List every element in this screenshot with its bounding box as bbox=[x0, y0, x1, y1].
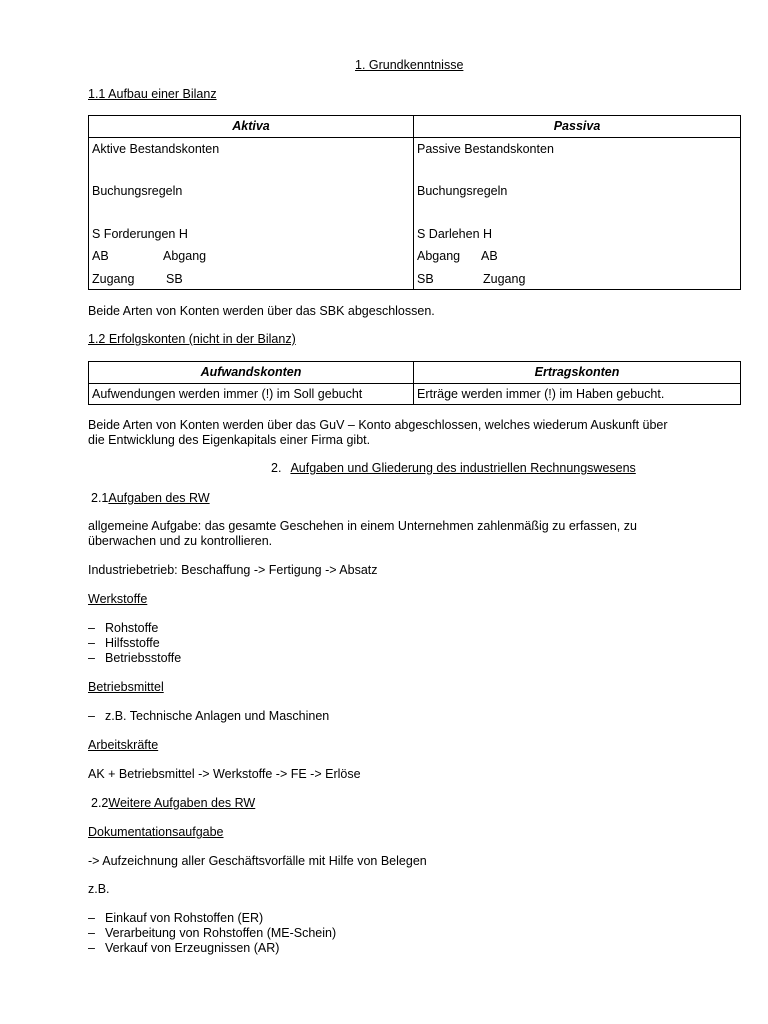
general-task-line-2: überwachen und zu kontrollieren. bbox=[88, 534, 273, 548]
werkstoffe-title: Werkstoffe bbox=[88, 592, 148, 606]
heading-weitere-aufgaben bbox=[91, 796, 255, 811]
passiva-account: S Darlehen H bbox=[417, 227, 493, 241]
betriebsmittel-title: Betriebsmittel bbox=[88, 680, 164, 694]
heading-2-2-text: Weitere Aufgaben des RW bbox=[108, 796, 256, 810]
heading-grundkenntnisse: 1. Grundkenntnisse bbox=[355, 58, 464, 72]
passiva-row2-right: Zugang bbox=[483, 272, 526, 286]
heading-aufgaben-gliederung bbox=[271, 461, 636, 476]
passiva-row2-left: SB bbox=[417, 272, 434, 286]
dash-bullet: – bbox=[88, 941, 95, 955]
erfolg-note-line-2: die Entwicklung des Eigenkapitals einer Firma gibt. bbox=[88, 433, 371, 447]
doku-item bbox=[88, 926, 336, 941]
heading-2-1-number: 2.1 bbox=[91, 491, 109, 505]
doku-title: Dokumentationsaufgabe bbox=[88, 825, 224, 839]
ak-line: AK + Betriebsmittel -> Werkstoffe -> FE -> Erlöse bbox=[88, 767, 361, 781]
werkstoffe-item-label: Betriebsstoffe bbox=[105, 651, 182, 665]
werkstoffe-item bbox=[88, 651, 181, 666]
doku-line: -> Aufzeichnung aller Geschäftsvorfälle mit Hilfe von Belegen bbox=[88, 854, 427, 868]
dash-bullet: – bbox=[88, 651, 95, 665]
aktiva-type: Aktive Bestandskonten bbox=[92, 142, 220, 156]
doku-item bbox=[88, 941, 279, 956]
bilanz-note: Beide Arten von Konten werden über das SBK abgeschlossen. bbox=[88, 304, 435, 318]
dash-bullet: – bbox=[88, 926, 95, 940]
aktiva-row1-left: AB bbox=[92, 249, 109, 263]
heading-2-1-text: Aufgaben des RW bbox=[108, 491, 210, 505]
doku-item-label: Verarbeitung von Rohstoffen (ME-Schein) bbox=[105, 926, 337, 940]
aktiva-account: S Forderungen H bbox=[92, 227, 188, 241]
ertragskonten-header: Ertragskonten bbox=[414, 362, 741, 384]
aufwandskonten-header: Aufwandskonten bbox=[89, 362, 414, 384]
zb-label: z.B. bbox=[88, 882, 110, 896]
dash-bullet: – bbox=[88, 709, 95, 723]
heading-2-number: 2. bbox=[271, 461, 282, 475]
betriebsmittel-item-label: z.B. Technische Anlagen und Maschinen bbox=[105, 709, 330, 723]
aufwand-text: Aufwendungen werden immer (!) im Soll gebucht bbox=[89, 384, 414, 405]
aktiva-header: Aktiva bbox=[89, 116, 414, 138]
heading-2-2-number: 2.2 bbox=[91, 796, 109, 810]
aktiva-row2-right: SB bbox=[166, 272, 183, 286]
doku-item-label: Verkauf von Erzeugnissen (AR) bbox=[105, 941, 280, 955]
werkstoffe-item bbox=[88, 621, 158, 636]
aktiva-row2-left: Zugang bbox=[92, 272, 135, 286]
dash-bullet: – bbox=[88, 636, 95, 650]
industrie-line: Industriebetrieb: Beschaffung -> Fertigung -> Absatz bbox=[88, 563, 378, 577]
passiva-header: Passiva bbox=[414, 116, 741, 138]
doku-item-label: Einkauf von Rohstoffen (ER) bbox=[105, 911, 264, 925]
betriebsmittel-item bbox=[88, 709, 329, 724]
erfolg-note-line-1: Beide Arten von Konten werden über das GuV – Konto abgeschlossen, welches wiederum Auskunft über bbox=[88, 418, 668, 432]
passiva-row1-right: AB bbox=[481, 249, 498, 263]
erfolgskonten-table bbox=[88, 361, 741, 405]
aktiva-row1-right: Abgang bbox=[163, 249, 207, 263]
passiva-cell bbox=[414, 138, 741, 290]
aktiva-cell bbox=[89, 138, 414, 290]
heading-erfolgskonten: 1.2 Erfolgskonten (nicht in der Bilanz) bbox=[88, 332, 296, 346]
doku-item bbox=[88, 911, 263, 926]
general-task-line-1: allgemeine Aufgabe: das gesamte Geschehen in einem Unternehmen zahlenmäßig zu erfassen, zu bbox=[88, 519, 637, 533]
bilanz-table bbox=[88, 115, 741, 290]
heading-2-text: Aufgaben und Gliederung des industriellen Rechnungswesens bbox=[290, 461, 636, 475]
dash-bullet: – bbox=[88, 621, 95, 635]
aktiva-rules: Buchungsregeln bbox=[92, 184, 183, 198]
heading-aufbau-bilanz: 1.1 Aufbau einer Bilanz bbox=[88, 87, 217, 101]
passiva-row1-left: Abgang bbox=[417, 249, 461, 263]
werkstoffe-item-label: Hilfsstoffe bbox=[105, 636, 160, 650]
arbeitskraefte-title: Arbeitskräfte bbox=[88, 738, 159, 752]
heading-aufgaben-rw bbox=[91, 491, 210, 506]
passiva-rules: Buchungsregeln bbox=[417, 184, 508, 198]
ertrag-text: Erträge werden immer (!) im Haben gebucht. bbox=[414, 384, 741, 405]
passiva-type: Passive Bestandskonten bbox=[417, 142, 554, 156]
werkstoffe-item bbox=[88, 636, 160, 651]
werkstoffe-item-label: Rohstoffe bbox=[105, 621, 159, 635]
dash-bullet: – bbox=[88, 911, 95, 925]
